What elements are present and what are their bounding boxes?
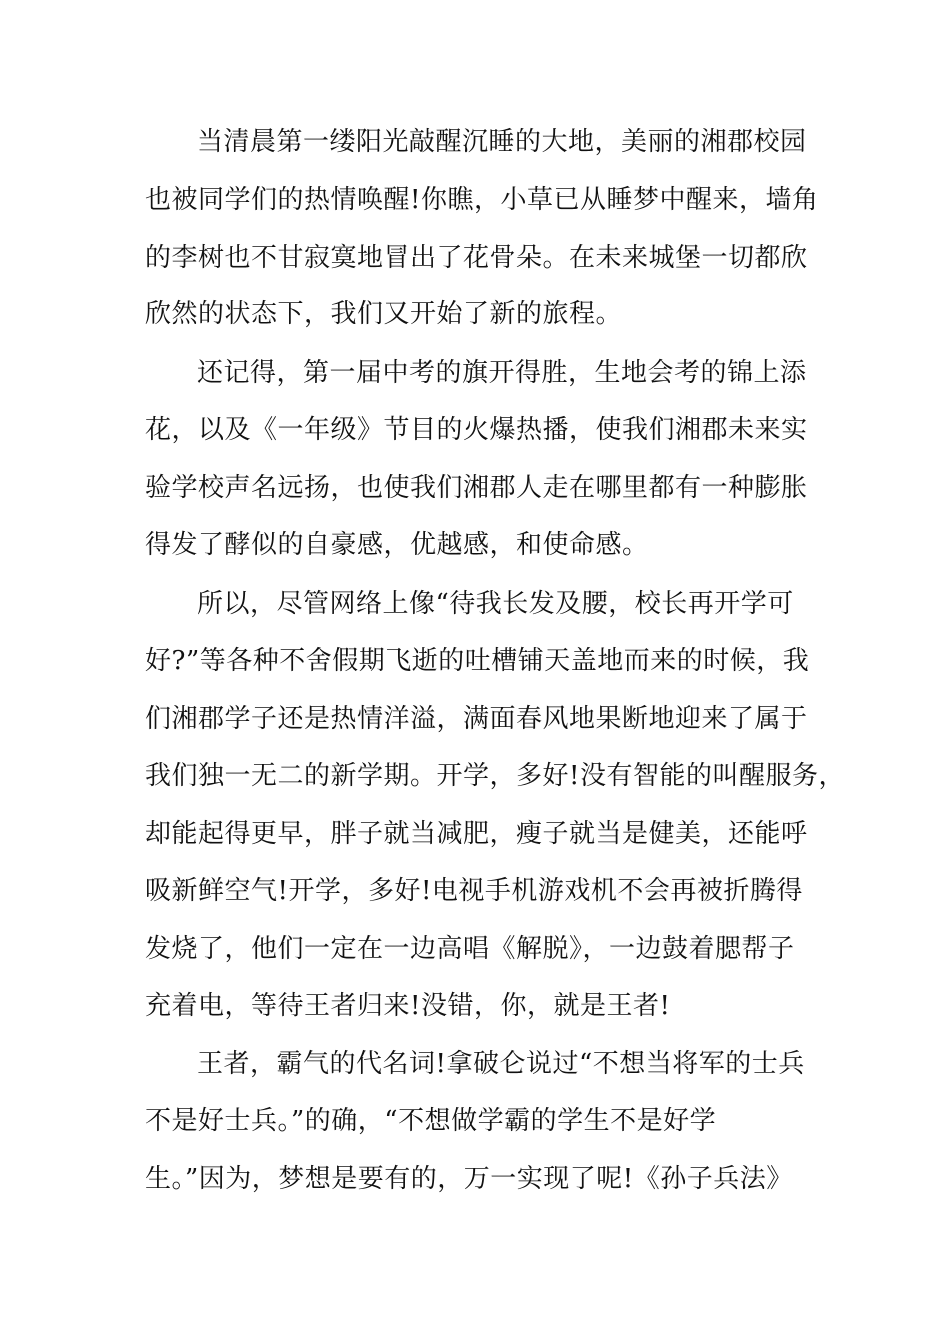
text-line: 还记得，第一届中考的旗开得胜，生地会考的锦上添 — [197, 358, 807, 388]
text-line: 所以，尽管网络上像“待我长发及腰，校长再开学可 — [197, 589, 794, 619]
text-line: 吸新鲜空气!开学，多好!电视手机游戏机不会再被折腾得 — [145, 876, 803, 906]
text-line: 得发了酵似的自豪感，优越感，和使命感。 — [145, 530, 649, 560]
text-line: 发烧了，他们一定在一边高唱《解脱》，一边鼓着腮帮子 — [145, 934, 795, 964]
text-line: 好?”等各种不舍假期飞逝的吐槽铺天盖地而来的时候，我 — [145, 646, 810, 676]
text-line: 不是好士兵。”的确，“不想做学霸的学生不是好学 — [145, 1106, 717, 1136]
text-line: 充着电，等待王者归来!没错，你，就是王者! — [145, 991, 671, 1021]
text-line: 却能起得更早，胖子就当减肥，瘦子就当是健美，还能呼 — [145, 819, 808, 849]
text-line: 王者，霸气的代名词!拿破仑说过“不想当将军的士兵 — [197, 1049, 805, 1079]
text-line: 我们独一无二的新学期。开学，多好!没有智能的叫醒服务， — [145, 761, 845, 791]
text-line: 验学校声名远扬，也使我们湘郡人走在哪里都有一种膨胀 — [145, 473, 808, 503]
text-line: 生。”因为，梦想是要有的，万一实现了呢!《孙子兵法》 — [145, 1164, 793, 1194]
text-line: 也被同学们的热情唤醒!你瞧，小草已从睡梦中醒来，墙角 — [145, 185, 819, 215]
text-line: 当清晨第一缕阳光敲醒沉睡的大地，美丽的湘郡校园 — [197, 127, 807, 157]
text-line: 的李树也不甘寂寞地冒出了花骨朵。在未来城堡一切都欣 — [145, 243, 808, 273]
text-line: 花，以及《一年级》节目的火爆热播，使我们湘郡未来实 — [145, 415, 808, 445]
text-line: 欣然的状态下，我们又开始了新的旅程。 — [145, 299, 623, 329]
text-line: 们湘郡学子还是热情洋溢，满面春风地果断地迎来了属于 — [145, 704, 808, 734]
